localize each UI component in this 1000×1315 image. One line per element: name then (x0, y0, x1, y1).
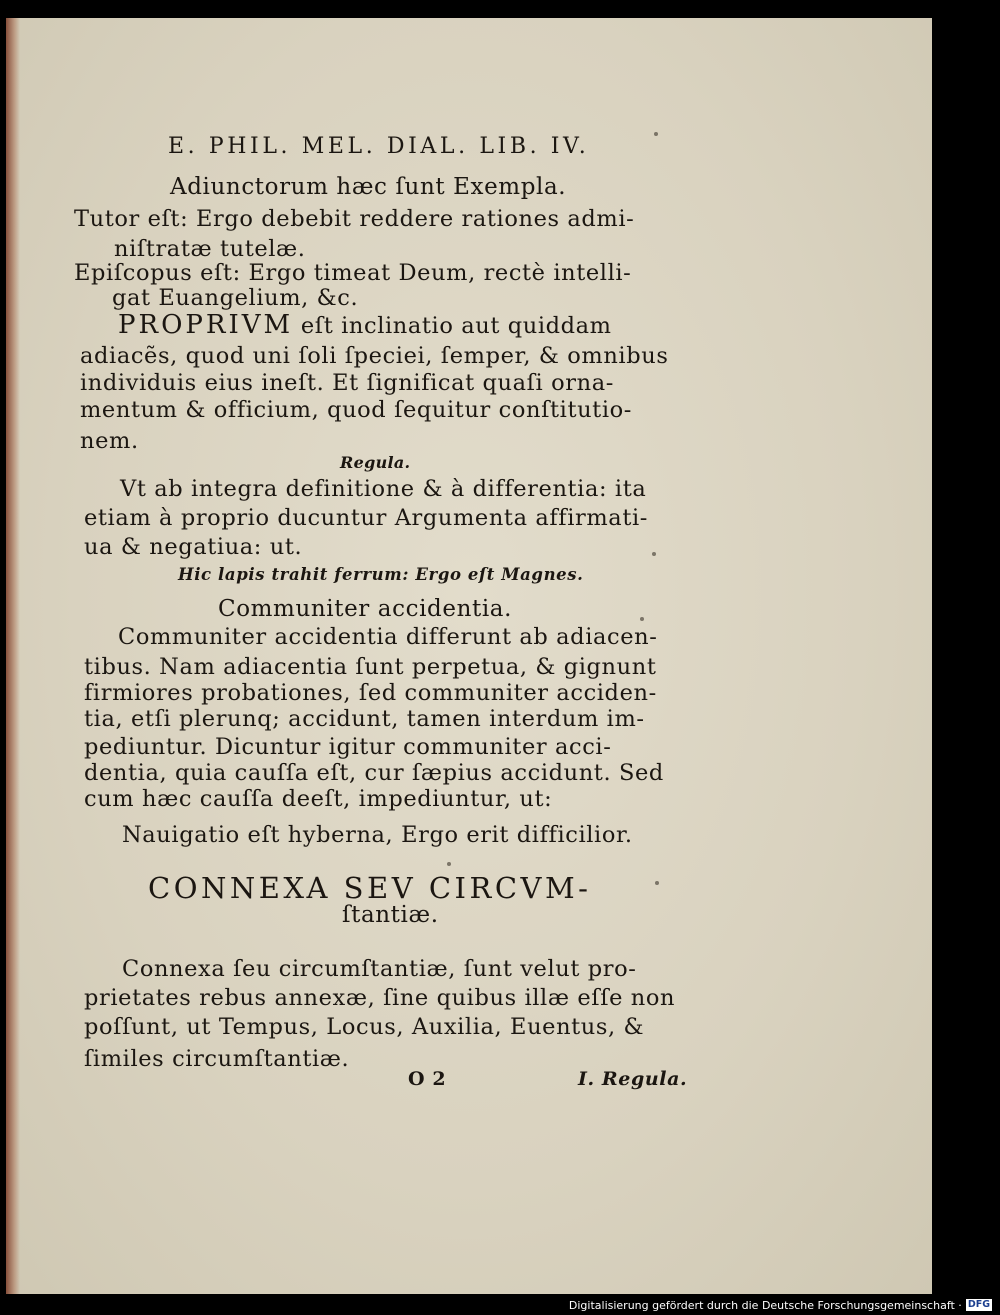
text-line: Epiſcopus eſt: Ergo timeat Deum, rectè intelli- (74, 260, 632, 286)
text-line: tia, etſi plerunq; accidunt, tamen interdum im- (84, 706, 645, 732)
text-line: etiam à proprio ducuntur Argumenta affirmati- (84, 505, 648, 531)
text-line: tibus. Nam adiacentia ſunt perpetua, & gignunt (84, 654, 657, 680)
ink-speck (654, 132, 658, 136)
text-line: dentia, quia cauſſa eſt, cur ſæpius accidunt. Sed (84, 760, 664, 786)
ink-speck (640, 617, 644, 621)
text-line: prietates rebus annexæ, ſine quibus illæ eſſe non (84, 985, 676, 1011)
banner-text: Digitalisierung gefördert durch die Deutsche Forschungsgemeinschaft · (568, 1298, 962, 1312)
text-line: ua & negatiua: ut. (84, 534, 303, 560)
running-header: E. PHIL. MEL. DIAL. LIB. IV. (168, 134, 590, 159)
text-line: cum hæc cauſſa deeſt, impediuntur, ut: (84, 786, 553, 812)
proprium-word: PROPRIVM (118, 310, 294, 340)
text-line: nem. (80, 428, 139, 454)
text-line: pediuntur. Dicuntur igitur communiter acci- (84, 734, 612, 760)
catchword: I. Regula. (578, 1068, 688, 1090)
dfg-logo-icon: DFG (967, 1299, 990, 1310)
ink-speck (652, 552, 656, 556)
regula-label: Regula. (340, 453, 411, 472)
text-line: Connexa ſeu circumſtantiæ, ſunt velut pro- (122, 956, 637, 982)
text-line: mentum & officium, quod ſequitur conſtitutio- (80, 397, 632, 423)
digitization-banner (569, 1298, 992, 1312)
example-line: Hic lapis trahit ferrum: Ergo eſt Magnes. (178, 565, 584, 584)
section-heading: Communiter accidentia. (218, 596, 513, 622)
chapter-heading-cont: ſtantiæ. (342, 902, 439, 928)
text-line: adiacẽs, quod uni ſoli ſpeciei, ſemper, & omnibus (80, 343, 669, 369)
text-line: ſimiles circumſtantiæ. (84, 1046, 350, 1072)
text-line: firmiores probationes, ſed communiter acciden- (84, 680, 657, 706)
ink-speck (655, 881, 659, 885)
text-line: poſſunt, ut Tempus, Locus, Auxilia, Euentus, & (84, 1014, 645, 1040)
proprium-rest: eſt inclinatio aut quiddam (300, 313, 612, 339)
text-line: Vt ab integra definitione & à differentia: ita (120, 476, 647, 502)
text-line: gat Euangelium, &c. (112, 285, 359, 311)
text-line: niſtratæ tutelæ. (114, 236, 306, 262)
chapter-heading: CONNEXA SEV CIRCVM- (148, 871, 592, 905)
ink-speck (447, 862, 451, 866)
text-line: Adiunctorum hæc ſunt Exempla. (170, 174, 567, 200)
text-line: individuis eius ineſt. Et ſignificat quaſi orna- (80, 370, 614, 396)
proprium-line (118, 310, 612, 340)
text-line: Communiter accidentia differunt ab adiacen- (118, 624, 658, 650)
signature-mark: O 2 (408, 1068, 447, 1090)
text-line: Nauigatio eſt hyberna, Ergo erit difficilior. (122, 822, 633, 848)
text-line: Tutor eſt: Ergo debebit reddere rationes admi- (74, 206, 635, 232)
